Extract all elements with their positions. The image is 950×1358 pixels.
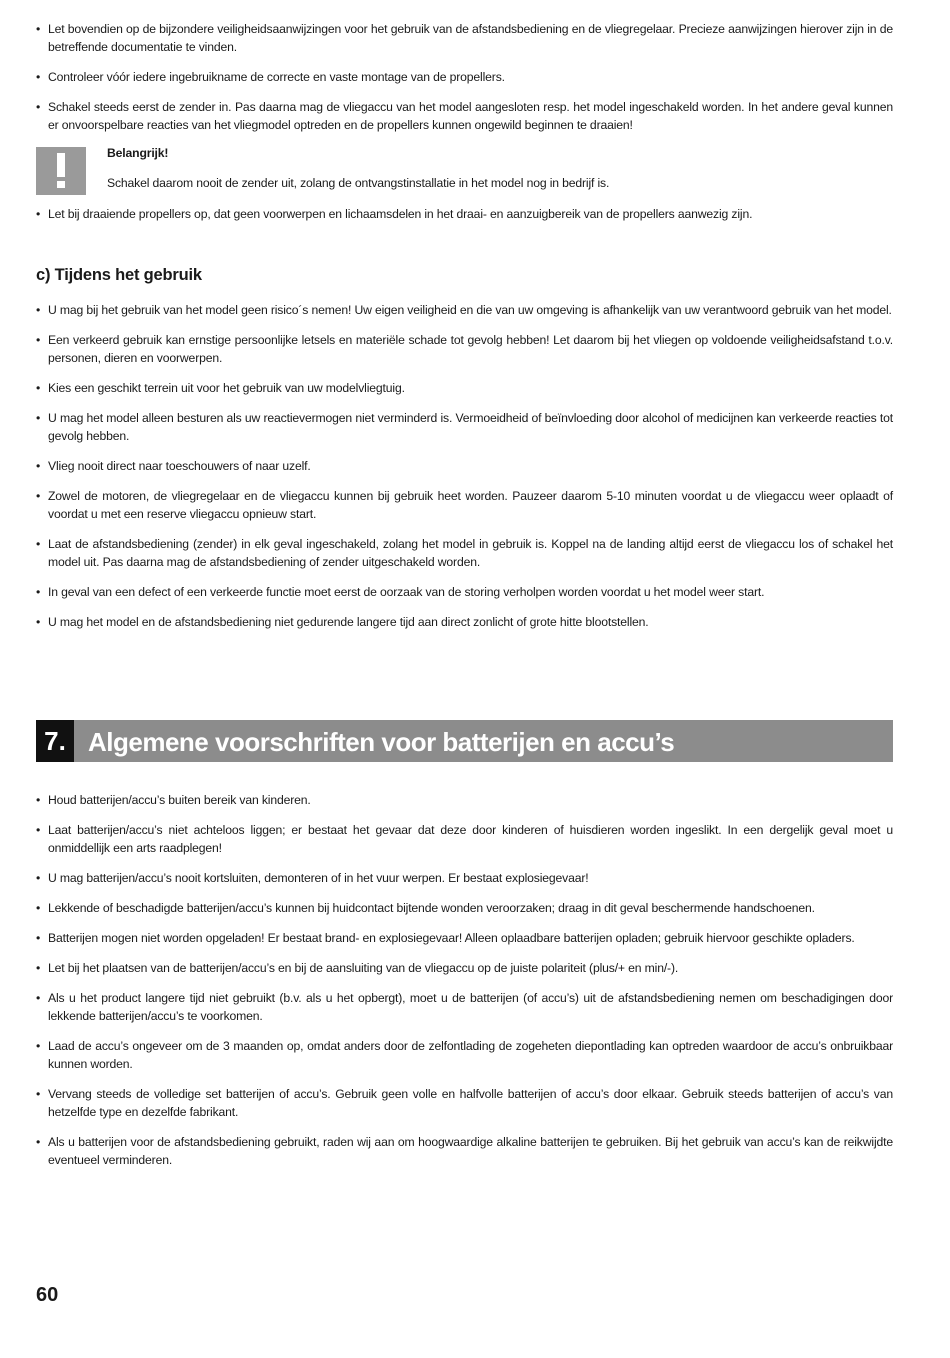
list-item-text: Een verkeerd gebruik kan ernstige persoonlijke letsels en materiële schade tot gevolg hebben! Let daarom bij het vliegen op voldoende veiligheidsafstand t.o.v. personen, dieren en voorwerpen.: [48, 333, 893, 365]
usage-list: [36, 301, 893, 643]
list-item: [36, 379, 893, 397]
list-item: [36, 535, 893, 571]
bullet-icon: •: [36, 333, 41, 347]
list-item-text: Let bovendien op de bijzondere veiligheidsaanwijzingen voor het gebruik van de afstandsbediening en de vliegregelaar. Precieze aanwijzingen hierover zijn in de betreffende documentatie te vinden.: [48, 22, 893, 54]
list-item-text: Laat batterijen/accu’s niet achteloos liggen; er bestaat het gevaar dat deze door kinderen of huisdieren worden ingeslikt. In een dergelijk geval moet u onmiddellijk een arts raadplegen!: [48, 823, 893, 855]
list-item: [36, 409, 893, 445]
list-item: [36, 583, 893, 601]
list-item-text: Let bij draaiende propellers op, dat geen voorwerpen en lichaamsdelen in het draai- en aanzuigbereik van de propellers aanwezig zijn.: [48, 207, 753, 221]
list-item-text: Kies een geschikt terrein uit voor het gebruik van uw modelvliegtuig.: [48, 381, 405, 395]
bullet-icon: •: [36, 1039, 41, 1053]
list-item: [36, 821, 893, 857]
list-item-text: Houd batterijen/accu’s buiten bereik van kinderen.: [48, 793, 311, 807]
list-item-text: U mag het model en de afstandsbediening niet gedurende langere tijd aan direct zonlicht of grote hitte blootstellen.: [48, 615, 649, 629]
list-item: [36, 791, 893, 809]
bullet-icon: •: [36, 1087, 41, 1101]
bullet-icon: •: [36, 585, 41, 599]
list-item: [36, 929, 893, 947]
bullet-icon: •: [36, 823, 41, 837]
list-item: [36, 899, 893, 917]
bullet-icon: •: [36, 931, 41, 945]
section-heading-bar: [36, 720, 893, 762]
list-item-text: Vervang steeds de volledige set batterijen of accu’s. Gebruik geen volle en halfvolle batterijen of accu’s door elkaar. Gebruik steeds batterijen of accu’s van hetzelfde type en dezelfde fabrikant.: [48, 1087, 893, 1119]
notice-title: Belangrijk!: [107, 146, 169, 160]
safety-list-b-continued: [36, 205, 893, 223]
list-item-text: U mag batterijen/accu’s nooit kortsluiten, demonteren of in het vuur werpen. Er bestaat explosiegevaar!: [48, 871, 589, 885]
bullet-icon: •: [36, 381, 41, 395]
list-item-text: Als u batterijen voor de afstandsbediening gebruikt, raden wij aan om hoogwaardige alkaline batterijen te gebruiken. Bij het gebruik van accu’s kan de reikwijdte eventueel verminderen.: [48, 1135, 893, 1167]
list-item: [36, 20, 893, 56]
list-item-text: In geval van een defect of een verkeerde functie moet eerst de oorzaak van de storing verholpen worden voordat u het model weer start.: [48, 585, 765, 599]
subsection-heading: c) Tijdens het gebruik: [36, 266, 202, 284]
section-number: 7.: [36, 720, 74, 762]
page-number: 60: [36, 1284, 59, 1306]
list-item: [36, 1085, 893, 1121]
list-item: [36, 989, 893, 1025]
list-item: [36, 98, 893, 134]
list-item-text: Zowel de motoren, de vliegregelaar en de vliegaccu kunnen bij gebruik heet worden. Pauzeer daarom 5-10 minuten voordat u de vliegaccu weer oplaadt of voordat u met een reserve vliegaccu opnieuw start.: [48, 489, 893, 521]
list-item: [36, 613, 893, 631]
bullet-icon: •: [36, 303, 41, 317]
list-item: [36, 487, 893, 523]
list-item-text: Let bij het plaatsen van de batterijen/accu’s en bij de aansluiting van de vliegaccu op de juiste polariteit (plus/+ en min/-).: [48, 961, 679, 975]
important-notice: [36, 145, 893, 197]
bullet-icon: •: [36, 100, 41, 114]
bullet-icon: •: [36, 22, 41, 36]
bullet-icon: •: [36, 871, 41, 885]
bullet-icon: •: [36, 1135, 41, 1149]
battery-rules-list: [36, 791, 893, 1181]
list-item-text: Schakel steeds eerst de zender in. Pas daarna mag de vliegaccu van het model aangesloten resp. het model ingeschakeld worden. In het andere geval kunnen er onvoorspelbare reacties van het vliegmodel optreden en de propellers kunnen ongewild beginnen te draaien!: [48, 100, 893, 132]
bullet-icon: •: [36, 207, 41, 221]
bullet-icon: •: [36, 793, 41, 807]
list-item-text: Vlieg nooit direct naar toeschouwers of naar uzelf.: [48, 459, 311, 473]
list-item-text: Batterijen mogen niet worden opgeladen! Er bestaat brand- en explosiegevaar! Alleen oplaadbare batterijen opladen; gebruik hiervoor geschikte opladers.: [48, 931, 855, 945]
list-item: [36, 331, 893, 367]
list-item-text: Laat de afstandsbediening (zender) in elk geval ingeschakeld, zolang het model in gebruik is. Koppel na de landing altijd eerst de vliegaccu los of schakel het model uit. Pas daarna mag de afstandsbediening of zender uitgeschakeld worden.: [48, 537, 893, 569]
list-item: [36, 301, 893, 319]
list-item-text: U mag bij het gebruik van het model geen risico´s nemen! Uw eigen veiligheid en die van uw omgeving is afhankelijk van uw verantwoord gebruik van het model.: [48, 303, 892, 317]
bullet-icon: •: [36, 991, 41, 1005]
bullet-icon: •: [36, 615, 41, 629]
bullet-icon: •: [36, 901, 41, 915]
list-item: [36, 959, 893, 977]
bullet-icon: •: [36, 489, 41, 503]
list-item: [36, 1037, 893, 1073]
bullet-icon: •: [36, 411, 41, 425]
list-item-text: Als u het product langere tijd niet gebruikt (b.v. als u het opbergt), moet u de batterijen (of accu’s) uit de afstandsbediening nemen om beschadigingen door lekkende batterijen/accu’s te voorkomen.: [48, 991, 893, 1023]
bullet-icon: •: [36, 459, 41, 473]
list-item: [36, 869, 893, 887]
list-item-text: Lekkende of beschadigde batterijen/accu’s kunnen bij huidcontact bijtende wonden veroorzaken; draag in dit geval beschermende handschoenen.: [48, 901, 815, 915]
list-item: [36, 205, 893, 223]
list-item: [36, 1133, 893, 1169]
list-item-text: U mag het model alleen besturen als uw reactievermogen niet verminderd is. Vermoeidheid of beïnvloeding door alcohol of medicijnen kan verkeerde reacties tot gevolg hebben.: [48, 411, 893, 443]
list-item: [36, 457, 893, 475]
bullet-icon: •: [36, 961, 41, 975]
list-item-text: Controleer vóór iedere ingebruikname de correcte en vaste montage van de propellers.: [48, 70, 505, 84]
list-item: [36, 68, 893, 86]
bullet-icon: •: [36, 537, 41, 551]
section-title: Algemene voorschriften voor batterijen en accu’s: [88, 727, 675, 757]
list-item-text: Laad de accu’s ongeveer om de 3 maanden op, omdat anders door de zelfontlading de zogeheten diepontlading kan optreden waardoor de accu’s onbruikbaar kunnen worden.: [48, 1039, 893, 1071]
exclamation-icon: [36, 147, 86, 195]
bullet-icon: •: [36, 70, 41, 84]
safety-list-b: [36, 20, 893, 146]
notice-text: Schakel daarom nooit de zender uit, zolang de ontvangstinstallatie in het model nog in bedrijf is.: [107, 176, 610, 190]
